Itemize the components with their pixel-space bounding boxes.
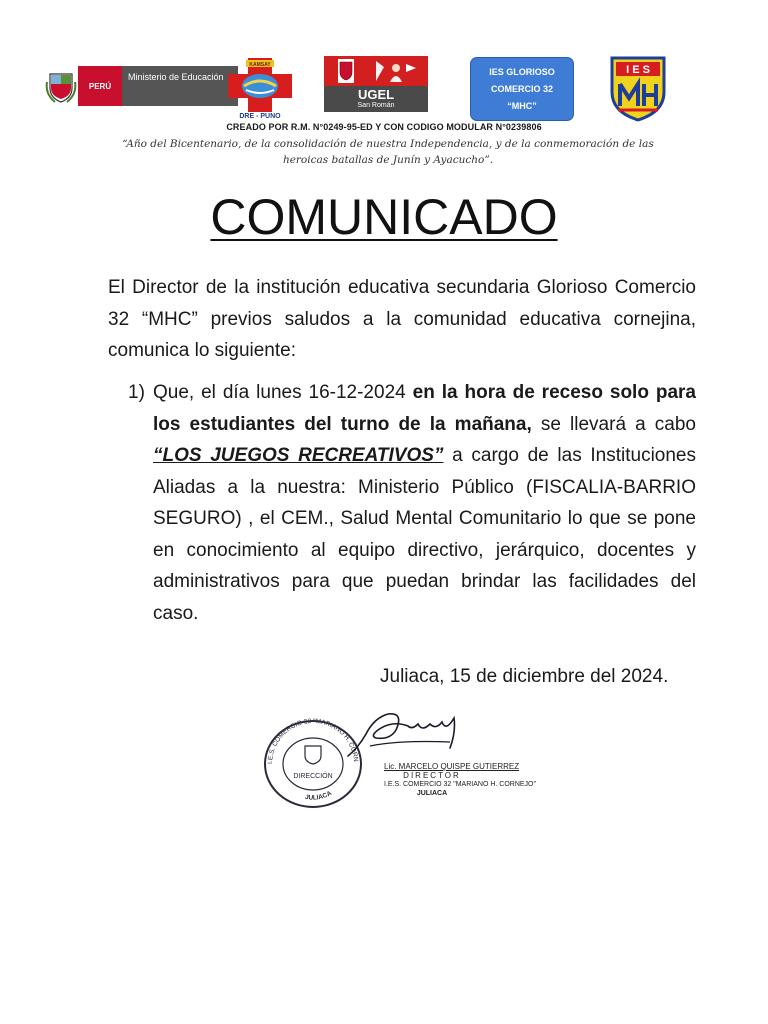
crest-letters: I E S xyxy=(626,64,650,76)
stamp-city: JULIACA xyxy=(304,789,333,802)
ies-box-line1: IES GLORIOSO xyxy=(489,66,555,77)
ugel-sub: San Román xyxy=(357,102,395,109)
item-part-5: a cargo de las Instituciones Aliadas a la nuestra: Ministerio Público (FISCALIA-BARRIO SEGURO) , el CEM., Salud Mental Comunitario lo que se pone en conocimiento al equipo directivo, jerárquico, docentes y administrativos para que puedan brindar las facilidades del caso. xyxy=(153,445,696,624)
peru-label: PERÚ xyxy=(78,66,122,106)
dre-puno-logo xyxy=(222,56,298,120)
stamp-ring-text: I.E.S. COMERCIO 32 "MARIANO H. CORN xyxy=(266,717,359,765)
ies-box-line3: “MHC” xyxy=(507,100,537,111)
ies-name-box xyxy=(470,57,574,121)
stamp-center: DIRECCIÓN xyxy=(293,773,333,780)
handwritten-signature xyxy=(340,696,465,766)
creation-resolution-line: CREADO POR R.M. N°0249-95-ED Y CON CODIGO MODULAR N°0239806 xyxy=(226,122,542,132)
item-part-2-bold: en la hora de receso solo para los estudiantes del turno de la mañana, xyxy=(153,382,696,435)
list-item-number: 1) xyxy=(128,382,145,403)
svg-text:JULIACA xyxy=(304,790,333,802)
signer-city: JULIACA xyxy=(416,790,448,797)
item-part-1: Que, el día lunes 16-12-2024 xyxy=(153,382,413,403)
intro-paragraph: El Director de la institución educativa secundaria Glorioso Comercio 32 “MHC” previos saludos a la comunidad educativa cornejina, comunica lo siguiente: xyxy=(108,277,696,361)
list-item-text xyxy=(153,377,696,629)
date-line: Juliaca, 15 de diciembre del 2024. xyxy=(380,666,669,687)
signer-block xyxy=(384,762,536,798)
page-title-wrap xyxy=(0,188,768,246)
ugel-emblem xyxy=(324,56,428,86)
signer-institution: I.E.S. COMERCIO 32 "MARIANO H. CORNEJO" xyxy=(384,781,536,788)
peru-shield-icon xyxy=(44,62,78,112)
signer-role: DIRECTOR xyxy=(403,771,461,780)
ministry-label: Ministerio de Educación xyxy=(122,66,238,106)
signer-name: Lic. MARCELO QUISPE GUTIERREZ xyxy=(384,762,520,771)
school-crest-logo xyxy=(608,54,668,122)
page-title: COMUNICADO xyxy=(210,189,558,245)
year-motto: “Año del Bicentenario, de la consolidación de nuestra Independencia, y de la conmemoración de las heroicas batallas de Junín y Ayacucho”. xyxy=(122,138,654,166)
ugel-name: UGEL xyxy=(357,87,395,102)
ugel-logo xyxy=(324,56,428,112)
dre-bottom-label: DRE - PUNO xyxy=(239,113,281,120)
event-name: “LOS JUEGOS RECREATIVOS” xyxy=(153,445,444,466)
dre-top-label: KAMSAY xyxy=(249,62,271,68)
ies-box-line2: COMERCIO 32 xyxy=(490,83,553,94)
item-part-3: se llevará a cabo xyxy=(531,413,696,435)
minedu-logo xyxy=(44,62,224,112)
